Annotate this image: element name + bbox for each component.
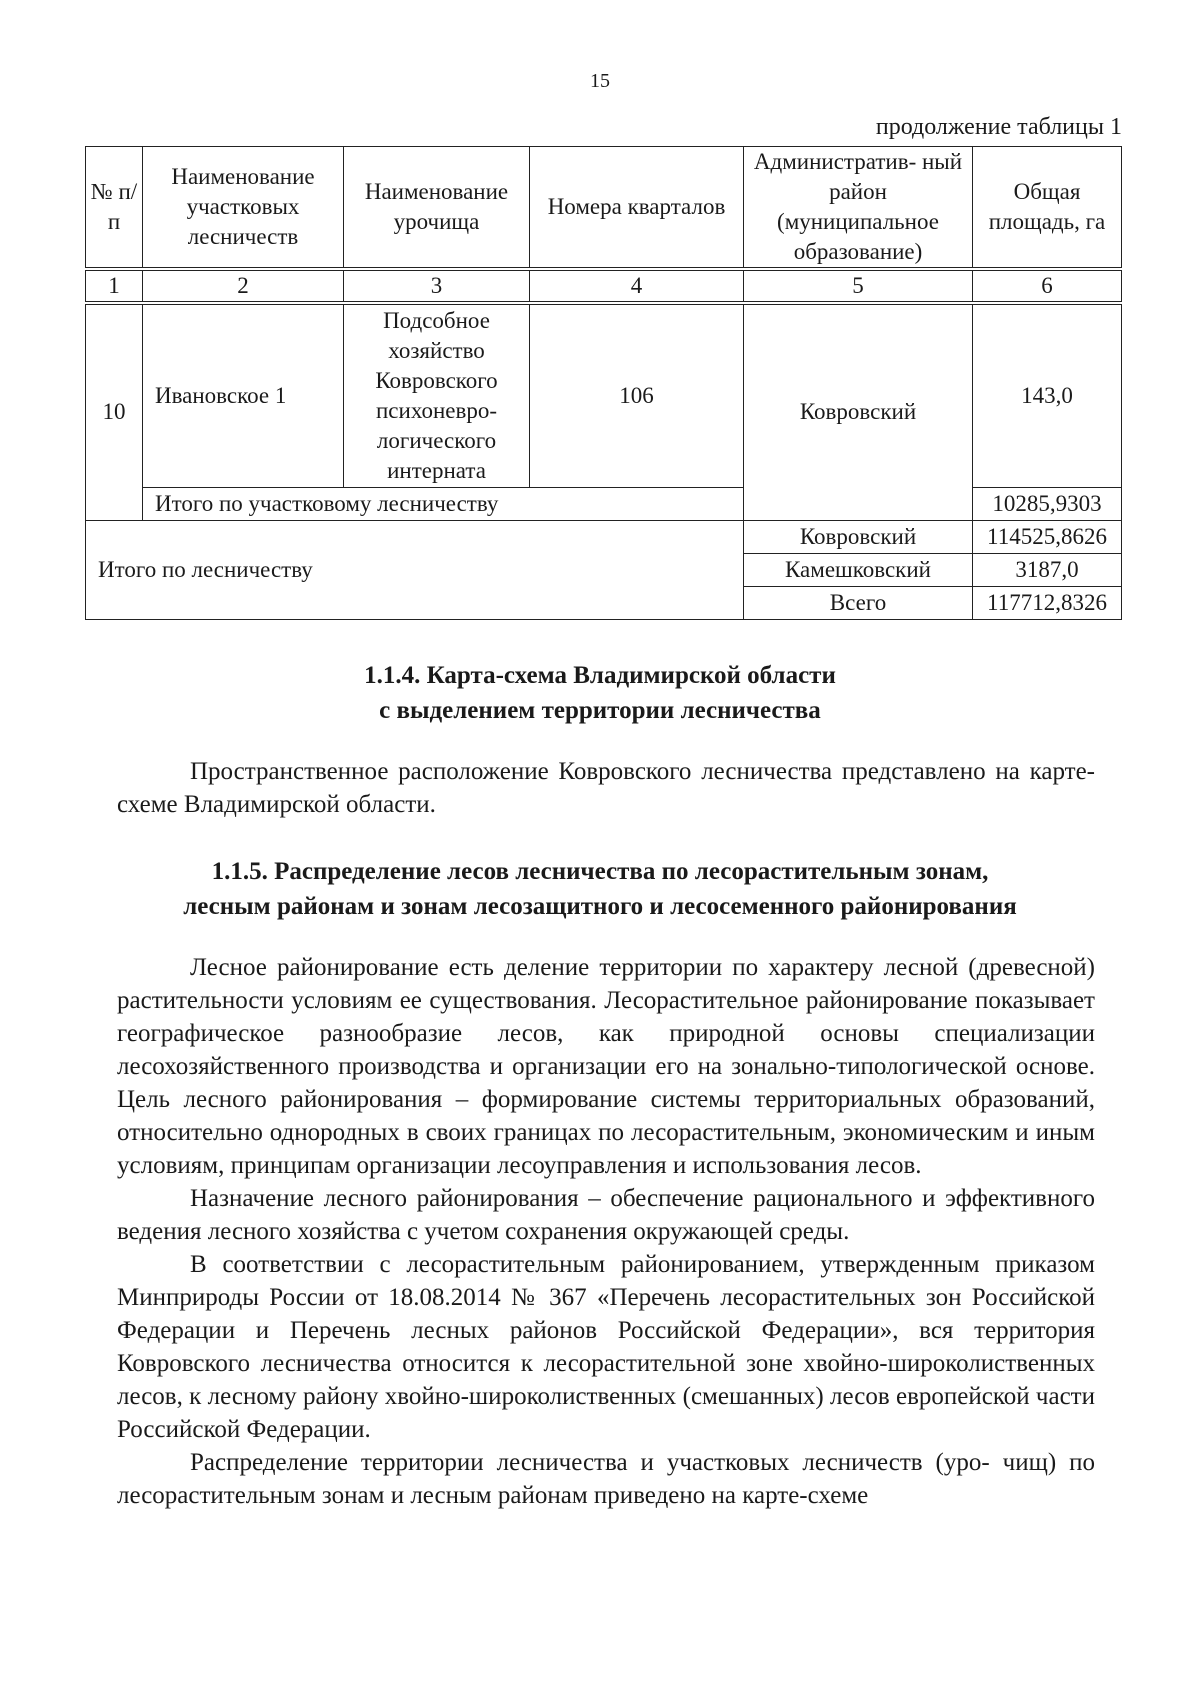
- total-label: Итого по лесничеству: [86, 520, 744, 619]
- total-district: Камешковский: [744, 553, 973, 586]
- district-cell: Ковровский: [744, 303, 973, 520]
- header-cell: Административ- ный район (муниципальное образование): [744, 147, 973, 270]
- page-number: 15: [590, 70, 610, 92]
- heading-line: 1.1.4. Карта-схема Владимирской области: [364, 662, 836, 689]
- total-row: [86, 520, 1122, 553]
- heading-line: с выделением территории лесничества: [379, 697, 821, 724]
- total-area: 117712,8326: [973, 586, 1122, 619]
- table-row: [86, 303, 1122, 487]
- total-district: Всего: [744, 586, 973, 619]
- total-district: Ковровский: [744, 520, 973, 553]
- forestry-table: [85, 146, 1122, 620]
- forestry-name-cell: Ивановское 1: [143, 303, 344, 487]
- column-number: 1: [86, 269, 143, 303]
- quarters-cell: 106: [530, 303, 744, 487]
- paragraph: Назначение лесного районирования – обеспечение рационального и эффективного ведения лесного хозяйства с учетом сохранения окружающей среды.: [117, 1185, 1095, 1245]
- paragraph: Лесное районирование есть деление территории по характеру лесной (древесной) растительности условиям ее существования. Лесорастительное районирование показывает географическое разнообразие лесов, как природной основы специализации лесохозяйственного производства и организации его на зонально-типологической основе. Цель лесного районирования – формирование системы территориальных образований, относительно однородных в своих границах по лесорастительным, экономическим и иным условиям, принципам организации лесоуправления и использования лесов.: [117, 954, 1095, 1179]
- subtotal-label: Итого по участковому лесничеству: [143, 487, 744, 520]
- tract-name-cell: Подсобное хозяйство Ковровского психоневро- логического интерната: [344, 303, 530, 487]
- heading-line: 1.1.5. Распределение лесов лесничества по лесорастительным зонам,: [211, 858, 989, 885]
- header-cell: № п/п: [86, 147, 143, 270]
- column-number: 6: [973, 269, 1122, 303]
- section-114-heading: [0, 658, 1200, 728]
- column-number: 4: [530, 269, 744, 303]
- column-number: 3: [344, 269, 530, 303]
- column-number: 5: [744, 269, 973, 303]
- section-115-heading: [0, 854, 1200, 924]
- paragraph: В соответствии с лесорастительным районированием, утвержденным приказом Минприроды России от 18.08.2014 № 367 «Перечень лесорастительных зон Российской Федерации и Перечень лесных районов Российской Федерации», вся территория Ковровского лесничества относится к лесорастительной зоне хвойно-широколиственных лесов, к лесному району хвойно-широколиственных (смешанных) лесов европейской части Российской Федерации.: [117, 1251, 1095, 1443]
- section-114-paragraph: Пространственное расположение Ковровского лесничества представлено на карте-схеме Владимирской области.: [117, 758, 1095, 818]
- subtotal-value: 10285,9303: [973, 487, 1122, 520]
- section-115-body: [117, 951, 1095, 1512]
- table-header-row: [86, 147, 1122, 270]
- area-cell: 143,0: [973, 303, 1122, 487]
- heading-line: лесным районам и зонам лесозащитного и лесосеменного районирования: [183, 893, 1017, 920]
- column-number-row: [86, 269, 1122, 303]
- header-cell: Наименование участковых лесничеств: [143, 147, 344, 270]
- column-number: 2: [143, 269, 344, 303]
- row-number-cell: 10: [86, 303, 143, 520]
- header-cell: Номера кварталов: [530, 147, 744, 270]
- paragraph: Распределение территории лесничества и участковых лесничеств (уро- чищ) по лесорастительным зонам и лесным районам приведено на карте-схеме: [117, 1449, 1095, 1509]
- header-cell: Общая площадь, га: [973, 147, 1122, 270]
- total-area: 3187,0: [973, 553, 1122, 586]
- total-area: 114525,8626: [973, 520, 1122, 553]
- table-continuation-label: продолжение таблицы 1: [875, 114, 1122, 140]
- header-cell: Наименование урочища: [344, 147, 530, 270]
